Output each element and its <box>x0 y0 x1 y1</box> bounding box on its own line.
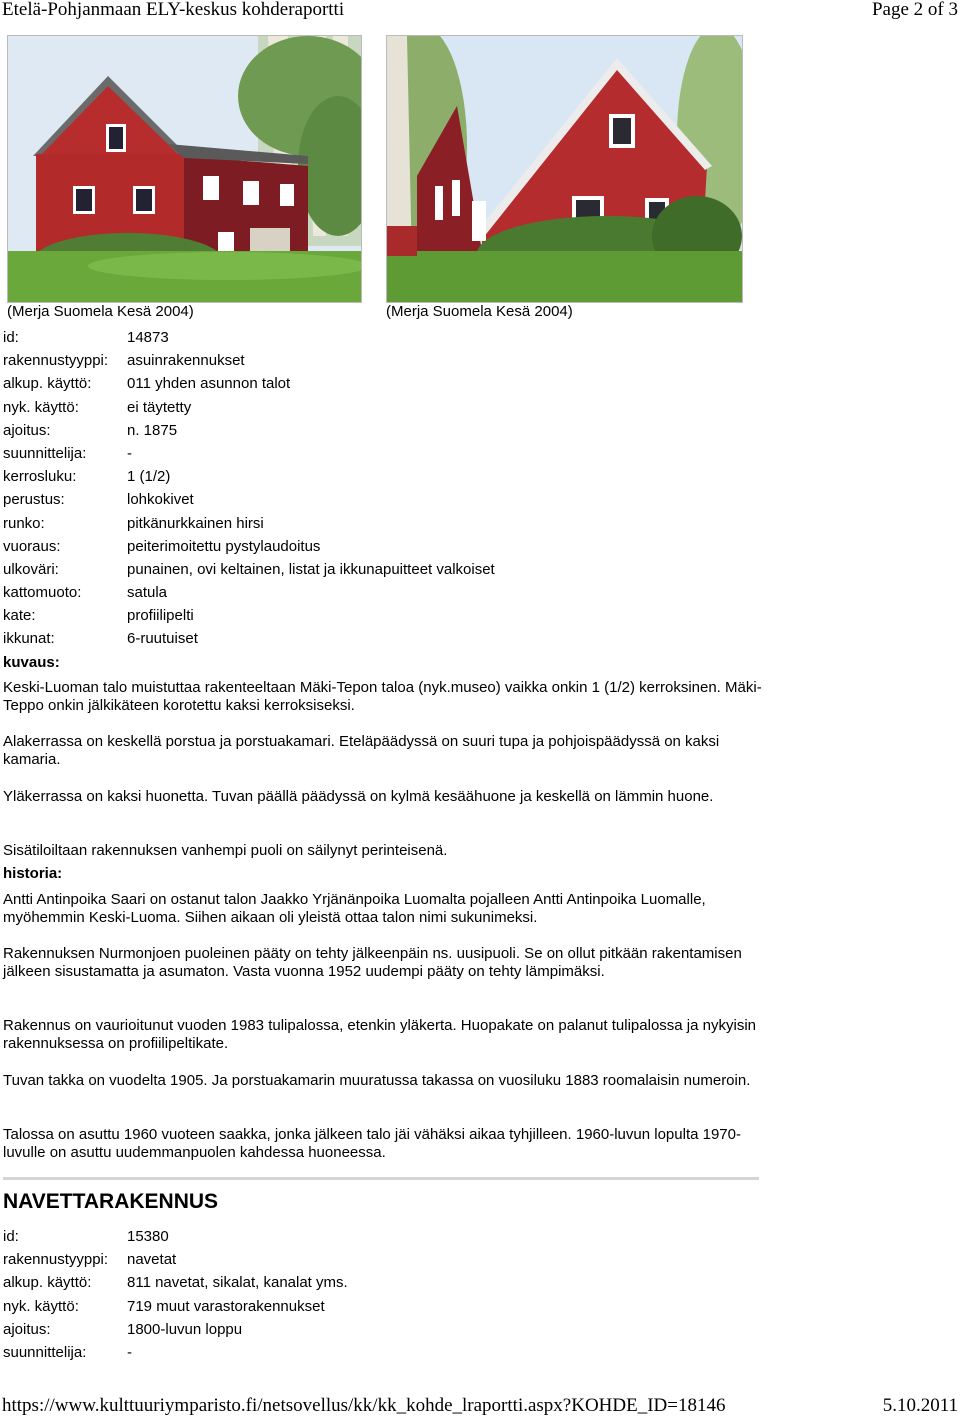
historia-paragraph: Talossa on asuttu 1960 vuoteen saakka, jonka jälkeen talo jäi vähäksi aikaa tyhjilleen. 1960-luvun lopulta 1970-luvulle on asuttu uudemmanpuolen kahdessa huoneessa. <box>3 1126 741 1161</box>
attr-row <box>3 1227 348 1250</box>
attr-label: runko: <box>3 514 45 532</box>
attr-row <box>3 1250 348 1273</box>
kuvaus-paragraph: Sisätiloiltaan rakennuksen vanhempi puoli on säilynyt perinteisenä. <box>3 842 448 859</box>
attr-label: id: <box>3 329 19 346</box>
attr-label: ajoitus: <box>3 421 51 439</box>
attr-value: 15380 <box>127 1228 169 1245</box>
attr-label: ajoitus: <box>3 1320 51 1338</box>
attr-value: - <box>127 1343 132 1361</box>
attr-value: 1 (1/2) <box>127 468 171 486</box>
historia-paragraph: Tuvan takka on vuodelta 1905. Ja porstuakamarin muuratussa takassa on vuosiluku 1883 roomalaisin numeroin. <box>3 1072 751 1089</box>
attr-value: 6-ruutuiset <box>127 630 198 648</box>
attr-row <box>3 583 495 606</box>
historia-paragraph: Rakennus on vaurioitunut vuoden 1983 tulipalossa, etenkin yläkerta. Huopakate on palanut tulipalossa ja nykyisin rakennuksessa on profiilipeltikate. <box>3 1017 756 1052</box>
attr-value: 719 muut varastorakennukset <box>127 1297 325 1315</box>
attr-row <box>3 421 495 444</box>
attr-value: 14873 <box>127 329 169 346</box>
kuvaus-paragraph: Yläkerrassa on kaksi huonetta. Tuvan päällä päädyssä on kylmä kesäähuone ja keskellä on lämmin huone. <box>3 788 714 805</box>
kuvaus-paragraph: Alakerrassa on keskellä porstua ja porstuakamari. Eteläpäädyssä on suuri tupa ja pohjoispäädyssä on kaksi kamaria. <box>3 733 720 768</box>
page-number: Page 2 of 3 <box>871 0 958 20</box>
attr-label: ulkoväri: <box>3 560 59 578</box>
attr-row <box>3 351 495 374</box>
attr-label: id: <box>3 1228 19 1245</box>
attr-label: kerrosluku: <box>3 468 77 486</box>
attr-label: nyk. käyttö: <box>3 1297 79 1315</box>
historia-heading: historia: <box>3 865 63 882</box>
attr-row <box>3 490 495 513</box>
attr-value: profiilipelti <box>127 607 194 625</box>
attr-row <box>3 537 495 560</box>
historia-paragraph: Antti Antinpoika Saari on ostanut talon Jaakko Yrjänänpoika Luomalta pojalleen Antti Antinpoika Luomalle, myöhemmin Keski-Luoma. Siihen aikaan oli yleistä ottaa talon nimi sukunimeksi. <box>3 891 706 926</box>
attr-value: 1800-luvun loppu <box>127 1320 243 1338</box>
attr-row <box>3 514 495 537</box>
building-attributes <box>3 328 495 653</box>
attr-row <box>3 560 495 583</box>
attr-value: lohkokivet <box>127 491 194 509</box>
historia-paragraph: Rakennuksen Nurmonjoen puoleinen pääty on tehty jälkeenpäin ns. uusipuoli. Se on ollut pitkään rakentamisen jälkeen sisustamatta ja asumaton. Vasta vuonna 1952 uudempi pääty on tehty lämpimäksi. <box>3 945 742 980</box>
attr-row <box>3 1343 348 1366</box>
section-title: NAVETTARAKENNUS <box>3 1190 219 1213</box>
attr-value: pitkänurkkainen hirsi <box>127 514 264 532</box>
attr-row <box>3 1297 348 1320</box>
building-attributes-2 <box>3 1227 348 1366</box>
photo-caption-1: (Merja Suomela Kesä 2004) <box>7 303 194 320</box>
attr-value: satula <box>127 584 168 602</box>
attr-row <box>3 1320 348 1343</box>
attr-label: perustus: <box>3 491 65 509</box>
attr-label: suunnittelija: <box>3 1343 87 1361</box>
attr-value: punainen, ovi keltainen, listat ja ikkunapuitteet valkoiset <box>127 560 495 578</box>
attr-label: ikkunat: <box>3 630 55 648</box>
attr-label: suunnittelija: <box>3 444 87 462</box>
attr-label: rakennustyyppi: <box>3 1251 109 1269</box>
attr-label: rakennustyyppi: <box>3 352 109 370</box>
report-url: https://www.kulttuuriymparisto.fi/netsovellus/kk/kk_kohde_lraportti.aspx?KOHDE_ID=18146 <box>2 1395 726 1416</box>
attr-row <box>3 606 495 629</box>
attr-label: vuoraus: <box>3 537 61 555</box>
attr-value: 011 yhden asunnon talot <box>127 375 291 393</box>
attr-value: n. 1875 <box>127 421 178 439</box>
attr-label: alkup. käyttö: <box>3 1274 92 1292</box>
attr-value: ei täytetty <box>127 398 192 416</box>
attr-value: - <box>127 444 132 462</box>
attr-value: asuinrakennukset <box>127 352 245 370</box>
attr-row <box>3 374 495 397</box>
photo-caption-2: (Merja Suomela Kesä 2004) <box>386 303 573 320</box>
attr-value: peiterimoitettu pystylaudoitus <box>127 537 321 555</box>
kuvaus-paragraph: Keski-Luoman talo muistuttaa rakenteeltaan Mäki-Tepon taloa (nyk.museo) vaikka onkin 1 (1/2) kerroksinen. Mäki-Teppo onkin jälkikäteen korotettu kaksi kerroksiseksi. <box>3 679 762 714</box>
kuvaus-heading: kuvaus: <box>3 654 60 671</box>
attr-value: navetat <box>127 1251 177 1269</box>
report-title: Etelä-Pohjanmaan ELY-keskus kohderaportti <box>2 0 345 20</box>
attr-row <box>3 398 495 421</box>
attr-label: nyk. käyttö: <box>3 398 79 416</box>
print-date: 5.10.2011 <box>882 1395 958 1416</box>
attr-row <box>3 444 495 467</box>
attr-value: 811 navetat, sikalat, kanalat yms. <box>127 1274 348 1292</box>
attr-row <box>3 1273 348 1296</box>
attr-row <box>3 467 495 490</box>
attr-label: kattomuoto: <box>3 584 82 602</box>
attr-label: kate: <box>3 607 36 625</box>
attr-label: alkup. käyttö: <box>3 375 92 393</box>
attr-row <box>3 328 495 351</box>
section-divider <box>3 1177 759 1180</box>
house-photo-1 <box>7 35 362 303</box>
house-photo-2 <box>386 35 743 303</box>
attr-row <box>3 629 495 652</box>
